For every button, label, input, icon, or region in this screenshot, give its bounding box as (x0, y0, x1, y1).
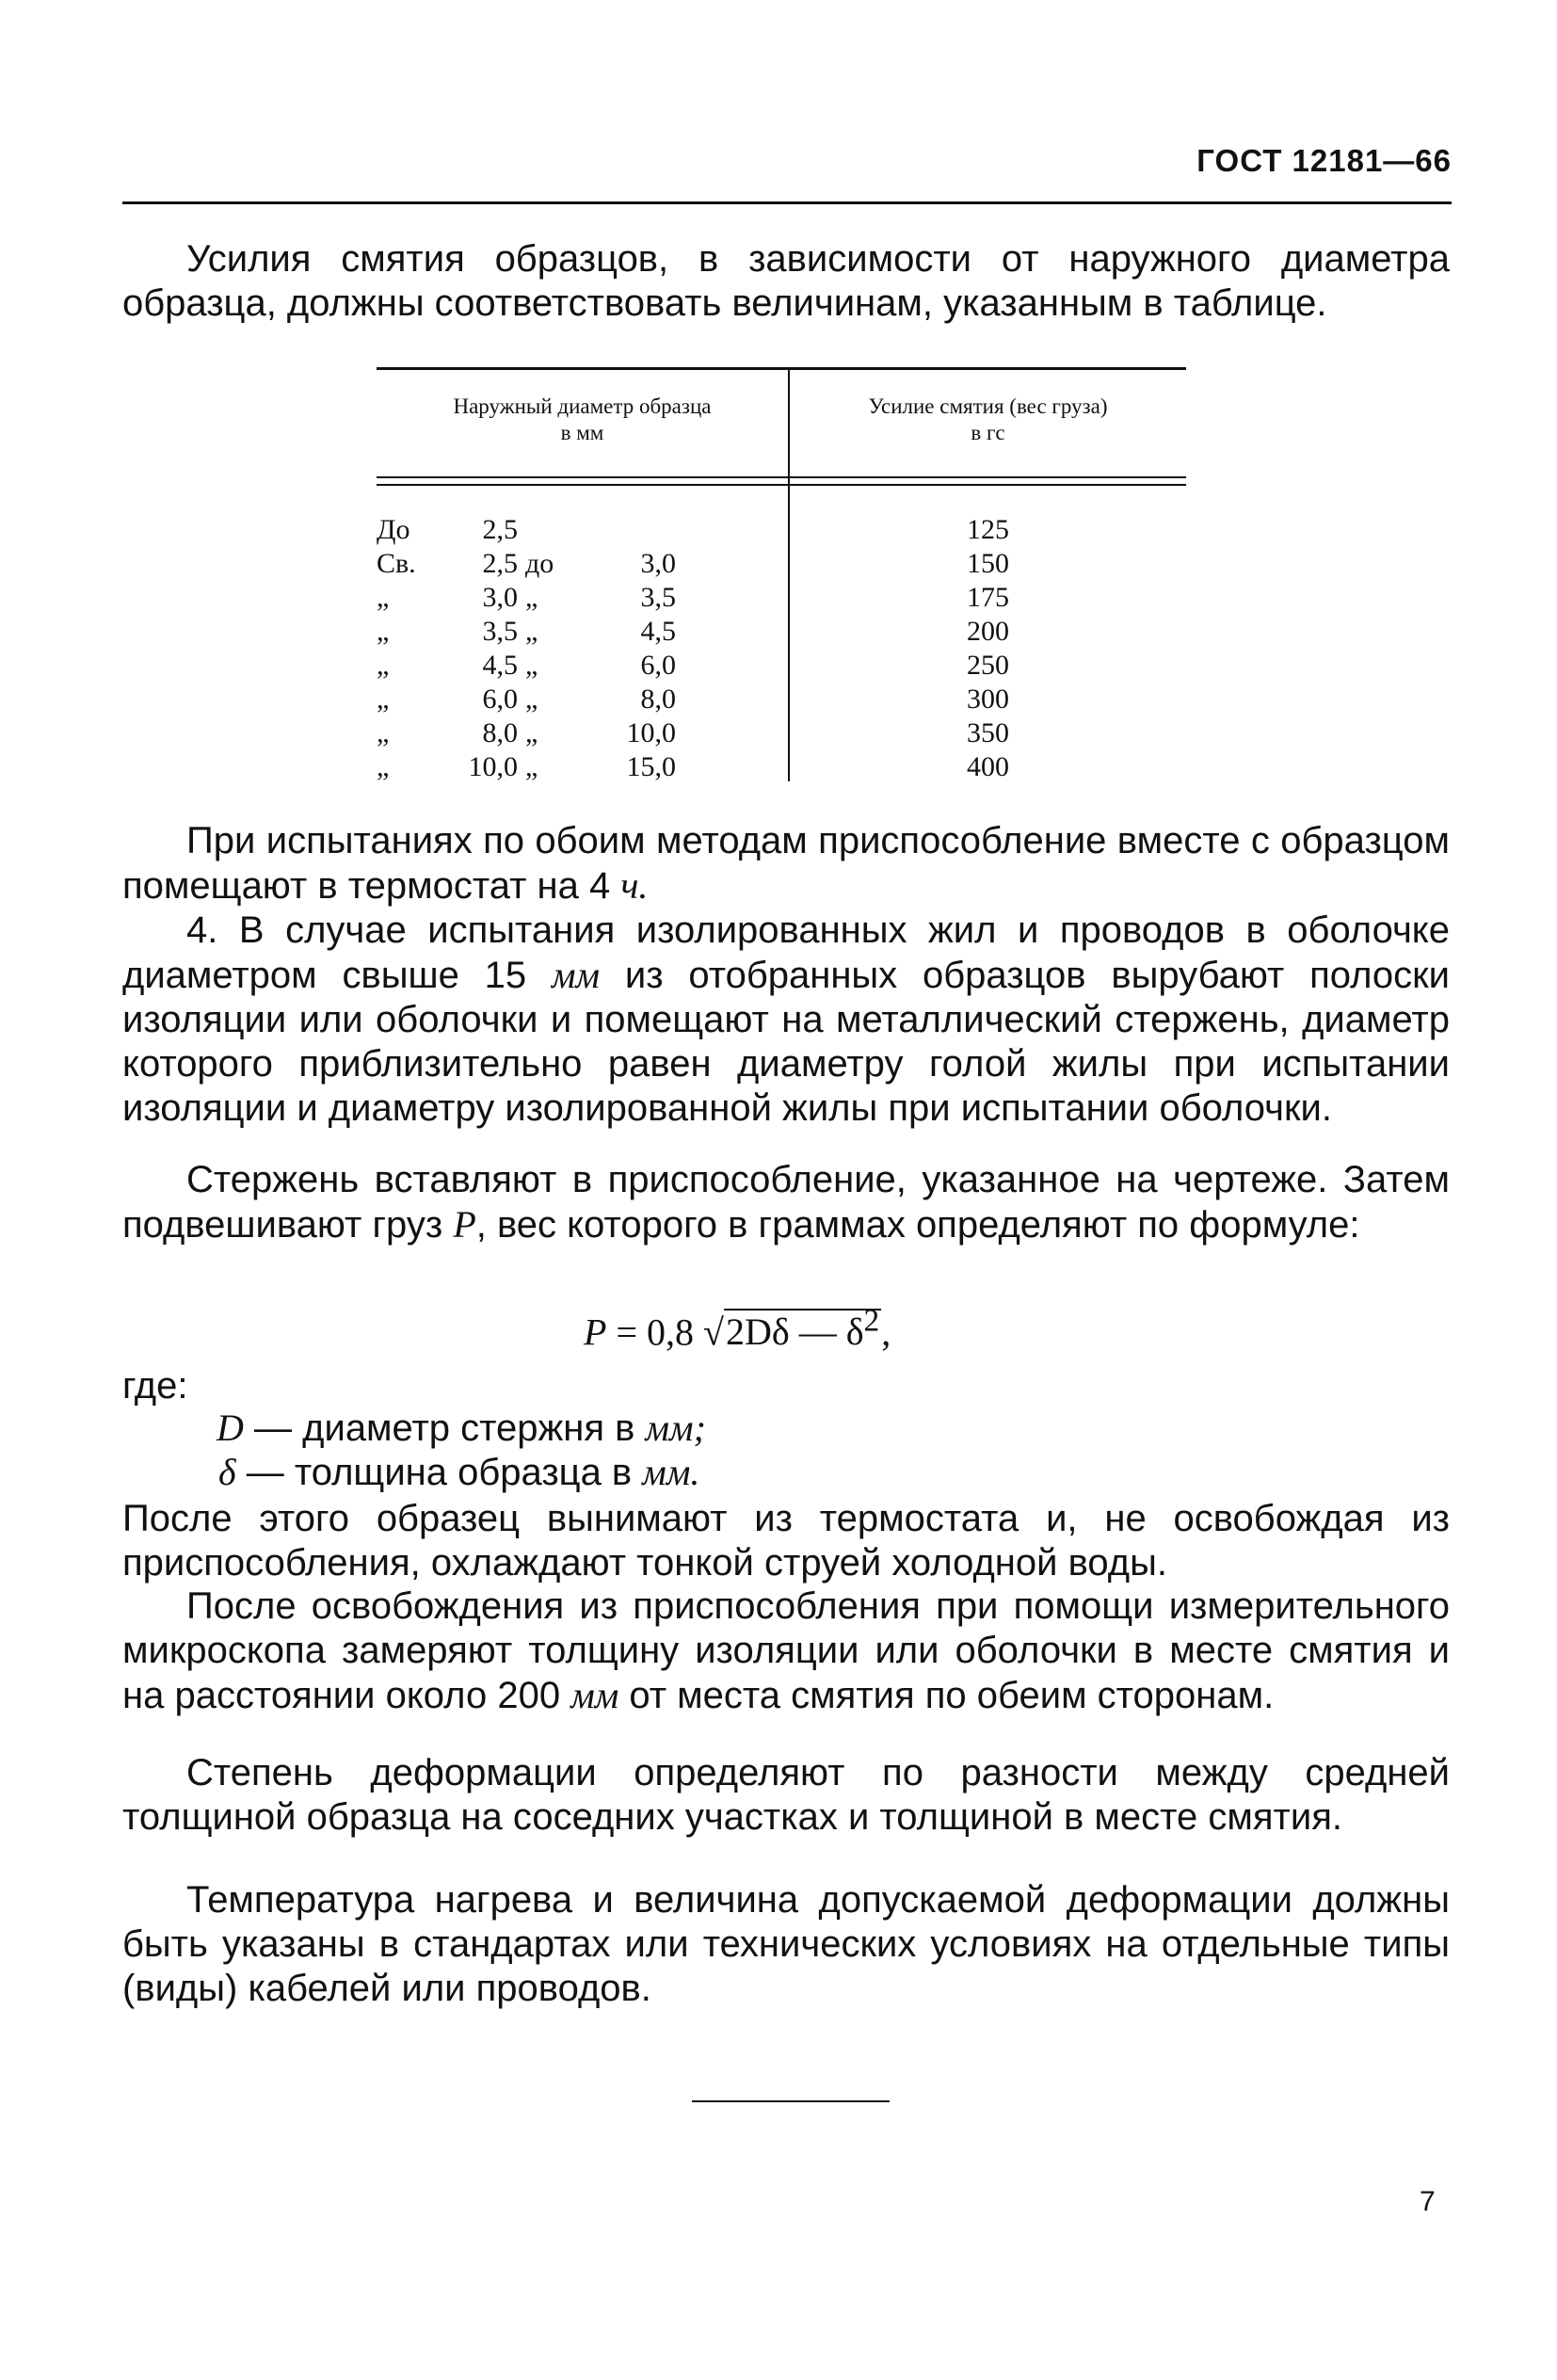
row-prefix: „ (377, 717, 390, 748)
column-header-force (790, 394, 1186, 446)
definition-unit: мм; (645, 1407, 706, 1449)
table-header-rule (377, 476, 1186, 478)
definition-symbol: D (217, 1407, 244, 1449)
row-from: 2,5 (482, 548, 518, 579)
document-code: ГОСТ 12181—66 (1196, 143, 1452, 178)
column-header-diameter-title: Наружный диаметр образца (453, 394, 712, 418)
intro-paragraph: Усилия смятия образцов, в зависимости от наружного диаметра образца, должны соответствовать величинам, указанным в таблице. (122, 238, 1450, 324)
column-header-force-unit: в гс (971, 421, 1005, 444)
row-from: 3,5 (482, 616, 518, 647)
paragraph-measure-part-a: После освобождения из приспособления при помощи измерительного микроскопа замеряют толщину изоляции или оболочки в месте смятия и на расстоянии около 200 (122, 1585, 1450, 1716)
row-to: 8,0 (640, 683, 676, 715)
table-row-force: 125 (967, 514, 1009, 545)
row-prefix: Св. (377, 548, 416, 579)
definition-unit: мм. (642, 1451, 700, 1493)
table-top-rule (377, 367, 1186, 370)
closing-rule (692, 2100, 890, 2102)
table-row-force: 250 (967, 650, 1009, 681)
table-header-rule (377, 484, 1186, 486)
paragraph-after: После этого образец вынимают из термостата и, не освобождая из приспособления, охлаждают тонкой струей холодной воды. (122, 1498, 1450, 1584)
where-label: где: (122, 1365, 188, 1407)
definition-text: — толщина образца в (246, 1452, 633, 1493)
table-row-force: 300 (967, 683, 1009, 715)
formula-radicand (724, 1304, 881, 1354)
row-from: 2,5 (482, 514, 518, 545)
row-connector: до (525, 548, 554, 579)
row-connector: „ (525, 683, 538, 715)
column-header-force-title: Усилие смятия (вес груза) (868, 394, 1108, 418)
row-prefix: „ (377, 751, 390, 782)
column-header-diameter (377, 394, 788, 446)
definition-text: — диаметр стержня в (254, 1407, 635, 1449)
column-header-diameter-unit: в мм (560, 421, 604, 444)
table-row-diameter (377, 716, 781, 750)
force-column (790, 513, 1186, 784)
row-prefix: „ (377, 616, 390, 647)
diameter-column (377, 513, 781, 784)
formula-lhs: P (584, 1311, 607, 1354)
paragraph-thermostat (122, 819, 1450, 909)
row-to: 4,5 (640, 616, 676, 647)
paragraph-measure-part-b: от места смятия по обеим сторонам. (629, 1675, 1275, 1716)
table-row-diameter (377, 615, 781, 649)
row-from: 4,5 (482, 650, 518, 681)
paragraph-4 (122, 909, 1450, 1131)
table-row-diameter (377, 547, 781, 581)
table-row-force: 400 (967, 751, 1009, 782)
row-from: 8,0 (482, 717, 518, 748)
row-connector: „ (525, 616, 538, 647)
row-prefix: „ (377, 683, 390, 715)
table-row-diameter (377, 683, 781, 716)
paragraph-4-part-b: из отобранных образцов вырубают полоски изоляции или оболочки и помещают на металлический стержень, диаметр которого приблизительно равен диаметру голой жилы при испытании изоляции и диаметру изолированной жилы при испытании оболочки. (122, 955, 1450, 1129)
radicand-exponent: 2 (863, 1304, 880, 1339)
row-to: 10,0 (626, 717, 676, 748)
table-row-diameter (377, 750, 781, 784)
weight-formula (584, 1304, 891, 1354)
row-from: 6,0 (482, 683, 518, 715)
paragraph-4-part-a: 4. В случае испытания изолированных жил и проводов в оболочке диаметром свыше 15 (122, 909, 1450, 996)
row-prefix: До (377, 514, 410, 545)
definition-d (217, 1406, 706, 1450)
mm-unit: мм (570, 1674, 619, 1716)
mm-unit: мм (551, 954, 601, 996)
row-to: 6,0 (640, 650, 676, 681)
radicand-text: 2Dδ — δ (725, 1311, 864, 1354)
definition-delta (218, 1450, 699, 1494)
row-to: 15,0 (626, 751, 676, 782)
paragraph-temperature: Температура нагрева и величина допускаемой деформации должны быть указаны в стандартах или технических условиях на отдельные типы (виды) кабелей или проводов. (122, 1879, 1450, 2009)
formula-tail: , (881, 1311, 891, 1354)
row-to: 3,5 (640, 582, 676, 613)
row-from: 10,0 (468, 751, 518, 782)
row-connector: „ (525, 582, 538, 613)
row-connector: „ (525, 650, 538, 681)
thermostat-text: При испытаниях по обоим методам приспособление вместе с образцом помещают в термостат на 4 (122, 820, 1450, 907)
header-rule (122, 201, 1452, 204)
table-row-diameter (377, 513, 781, 547)
formula-coefficient: = 0,8 (616, 1311, 694, 1354)
row-from: 3,0 (482, 582, 518, 613)
paragraph-rod-part-b: , вес которого в граммах определяют по формуле: (475, 1204, 1360, 1246)
table-row-diameter (377, 581, 781, 615)
sqrt-sign: √ (703, 1311, 724, 1354)
weight-variable: P (453, 1203, 476, 1246)
row-prefix: „ (377, 582, 390, 613)
force-table (377, 367, 1186, 781)
row-prefix: „ (377, 650, 390, 681)
paragraph-rod-part-a: Стержень вставляют в приспособление, указанное на чертеже. Затем подвешивают груз (122, 1159, 1450, 1246)
table-row-force: 150 (967, 548, 1009, 579)
table-row-force: 175 (967, 582, 1009, 613)
paragraph-rod (122, 1158, 1450, 1247)
table-row-force: 350 (967, 717, 1009, 748)
page-number: 7 (1420, 2186, 1436, 2217)
paragraph-measure (122, 1584, 1450, 1718)
paragraph-degree: Степень деформации определяют по разности между средней толщиной образца на соседних участках и толщиной в месте смятия. (122, 1752, 1450, 1838)
definition-symbol: δ (218, 1451, 236, 1493)
table-row-force: 200 (967, 616, 1009, 647)
table-row-diameter (377, 649, 781, 683)
row-connector: „ (525, 751, 538, 782)
row-connector: „ (525, 717, 538, 748)
row-to: 3,0 (640, 548, 676, 579)
hours-unit: ч. (620, 864, 649, 907)
